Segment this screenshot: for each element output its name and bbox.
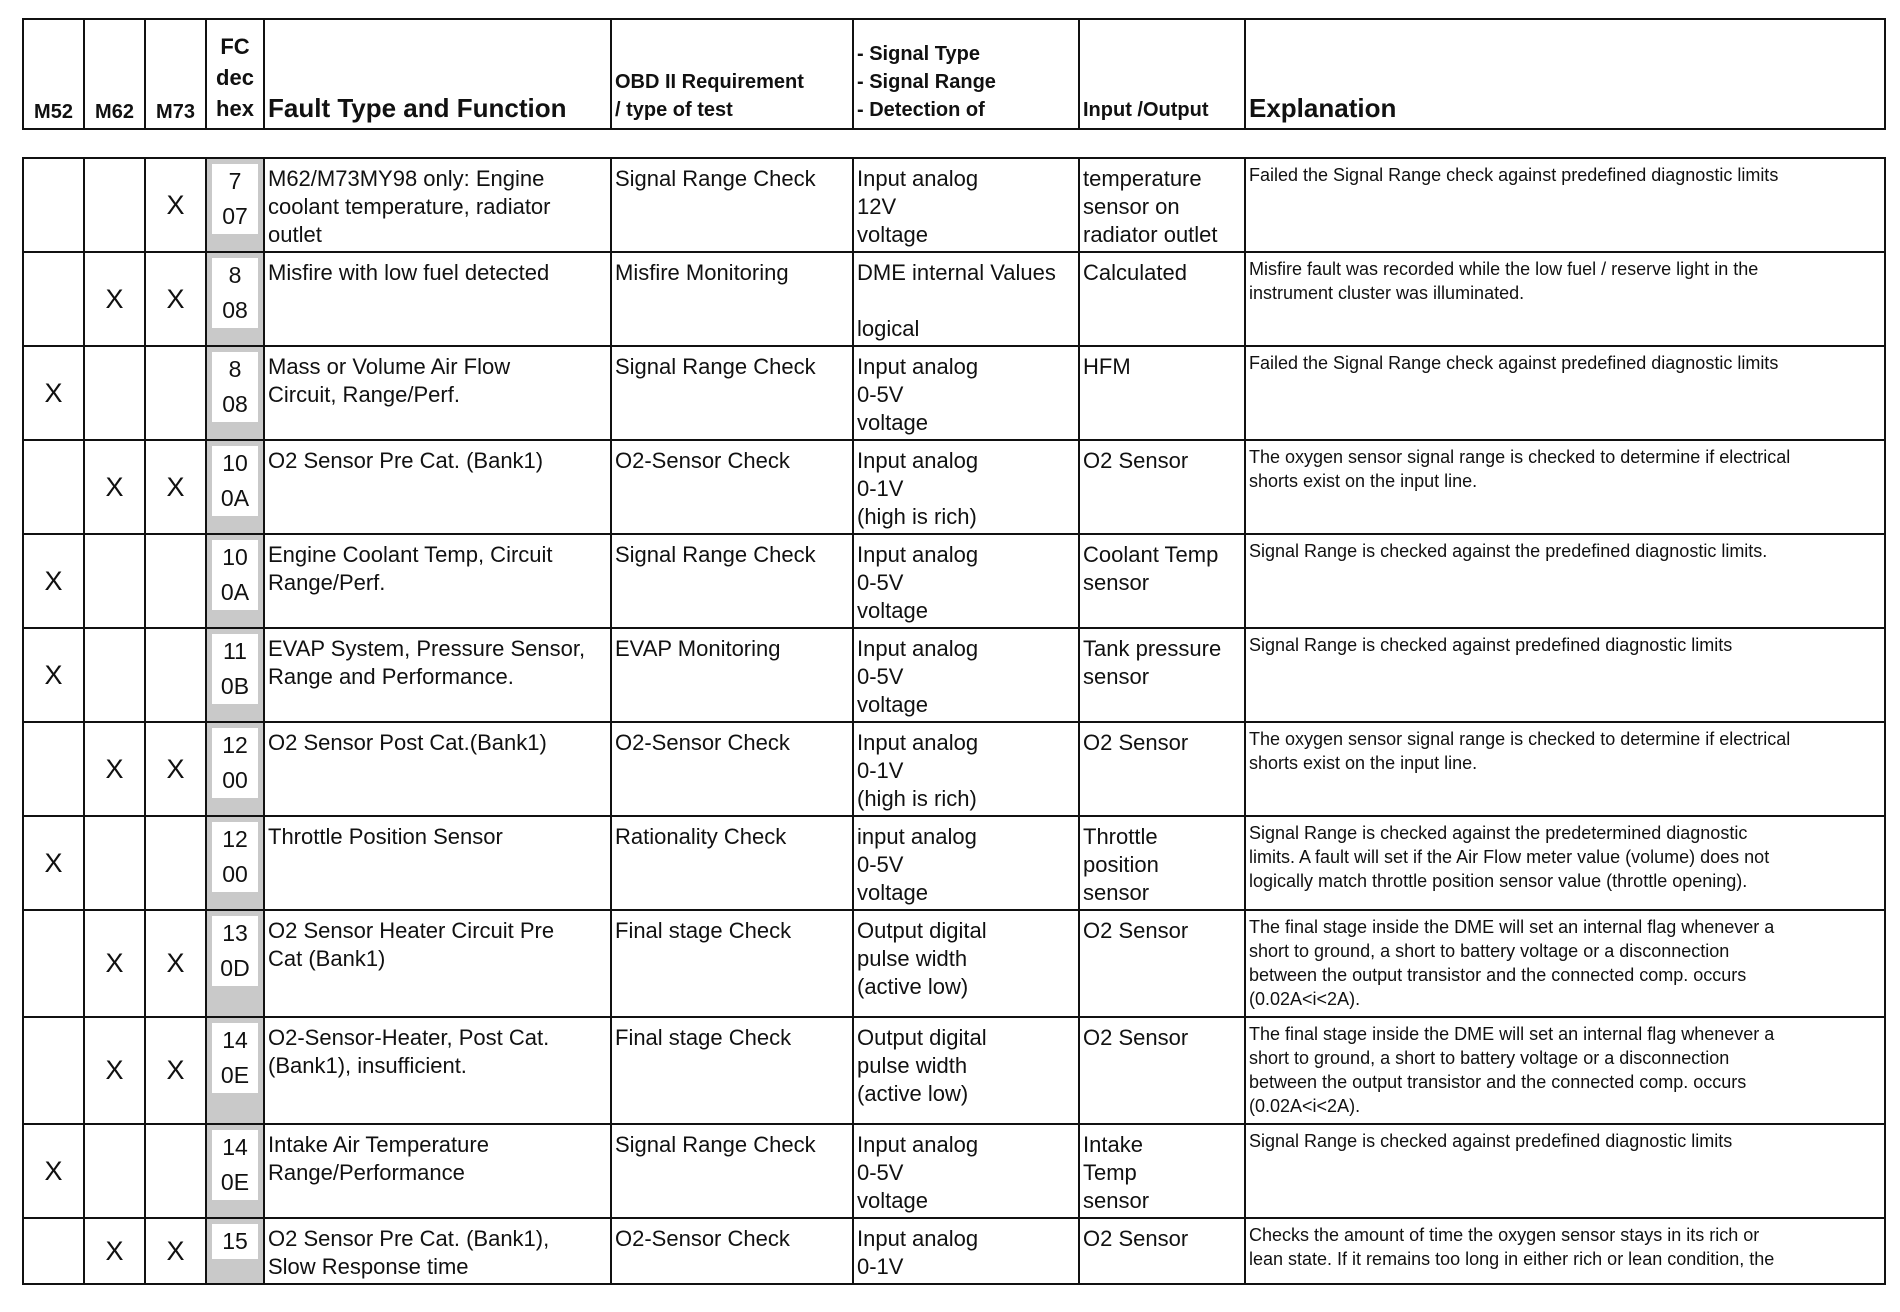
obd-requirement-cell (611, 158, 853, 252)
input-output-cell (1079, 440, 1245, 534)
fault-code-cell (206, 910, 264, 1017)
signal-type-line: 12V (857, 194, 897, 219)
m73-mark: X (145, 158, 206, 252)
fault-code-cell (206, 722, 264, 816)
fault-type-cell (264, 440, 611, 534)
fault-type-line: O2 Sensor Post Cat.(Bank1) (268, 730, 547, 755)
fault-code-line: 0B (220, 673, 250, 699)
obd-requirement-line: O2-Sensor Check (615, 1226, 790, 1251)
fc-header-line: hex (216, 96, 254, 121)
fault-code-cell (206, 534, 264, 628)
input-output-cell (1079, 722, 1245, 816)
obd-requirement-line: Rationality Check (615, 824, 787, 849)
input-output-line: HFM (1083, 354, 1131, 379)
obd-header-line: OBD II Requirement (615, 71, 804, 93)
obd-requirement-line: Signal Range Check (615, 166, 816, 191)
signal-type-line: Input analog (857, 448, 979, 473)
fault-type-line: Range/Performance (268, 1160, 465, 1185)
table-row (23, 1124, 1885, 1218)
table-row (23, 158, 1885, 252)
signal-type-line: Input analog (857, 542, 979, 567)
fault-type-line: Range and Performance. (268, 664, 514, 689)
table-row (23, 346, 1885, 440)
fault-code-line: 8 (228, 262, 242, 288)
col-header-signal (853, 19, 1079, 129)
m62-mark (84, 346, 145, 440)
fault-type-cell (264, 252, 611, 346)
fault-type-line: O2 Sensor Pre Cat. (Bank1), (268, 1226, 550, 1251)
signal-header-line: - Signal Type (857, 43, 980, 65)
signal-type-line: 0-5V (857, 382, 904, 407)
signal-type-line: Output digital (857, 918, 987, 943)
obd-requirement-line: Final stage Check (615, 918, 792, 943)
fault-type-cell (264, 722, 611, 816)
m73-mark (145, 628, 206, 722)
m73-mark (145, 534, 206, 628)
fault-code-cell (206, 440, 264, 534)
signal-type-line: (high is rich) (857, 786, 977, 811)
fault-type-line: Intake Air Temperature (268, 1132, 489, 1157)
explanation-cell: Failed the Signal Range check against predefined diagnostic limits (1245, 346, 1885, 440)
input-output-line: temperature (1083, 166, 1202, 191)
m52-mark (23, 252, 84, 346)
fault-type-line: Misfire with low fuel detected (268, 260, 550, 285)
m62-mark (84, 1124, 145, 1218)
signal-type-cell (853, 1017, 1079, 1124)
signal-header-line: - Detection of (857, 99, 985, 121)
fault-code-line: 08 (222, 391, 248, 417)
fault-type-line: Slow Response time (268, 1254, 469, 1279)
explanation-cell: The final stage inside the DME will set an internal flag whenever a short to ground, a short to battery voltage or a disconnection between the output transistor and the connected comp. occurs (0.02A<i<2A). (1245, 910, 1885, 1017)
m62-mark: X (84, 910, 145, 1017)
fault-code-line: 12 (222, 732, 248, 758)
fault-type-cell (264, 1124, 611, 1218)
fault-code (212, 728, 258, 798)
signal-type-line: voltage (857, 410, 928, 435)
input-output-cell (1079, 1124, 1245, 1218)
input-output-cell (1079, 816, 1245, 910)
m73-mark (145, 346, 206, 440)
signal-type-cell (853, 628, 1079, 722)
m52-mark: X (23, 346, 84, 440)
fault-type-line: EVAP System, Pressure Sensor, (268, 636, 586, 661)
input-output-cell (1079, 628, 1245, 722)
fault-code (212, 1130, 258, 1200)
input-output-line: Coolant Temp (1083, 542, 1219, 567)
input-output-line: radiator outlet (1083, 222, 1218, 247)
m52-mark (23, 910, 84, 1017)
col-header-m73: M73 (145, 19, 206, 129)
fault-code-cell (206, 252, 264, 346)
fault-code-line: 00 (222, 861, 248, 887)
fault-type-line: O2 Sensor Heater Circuit Pre (268, 918, 555, 943)
explanation-cell: Checks the amount of time the oxygen sensor stays in its rich or lean state. If it remains too long in either rich or lean condition, the (1245, 1218, 1885, 1284)
fault-code-line: 14 (222, 1027, 248, 1053)
signal-type-line: pulse width (857, 1053, 968, 1078)
fault-code (212, 822, 258, 892)
obd-requirement-cell (611, 910, 853, 1017)
signal-type-cell (853, 440, 1079, 534)
m73-mark: X (145, 1218, 206, 1284)
explanation-cell: Failed the Signal Range check against predefined diagnostic limits (1245, 158, 1885, 252)
m52-mark (23, 158, 84, 252)
col-header-m52: M52 (23, 19, 84, 129)
m62-mark: X (84, 722, 145, 816)
fault-code-table (22, 157, 1886, 1285)
fault-code-line: 11 (223, 638, 247, 664)
fault-code (212, 634, 258, 704)
input-output-line: O2 Sensor (1083, 1025, 1189, 1050)
obd-requirement-line: O2-Sensor Check (615, 730, 790, 755)
fault-code-cell (206, 628, 264, 722)
fault-code-cell (206, 158, 264, 252)
table-row (23, 1017, 1885, 1124)
signal-header-line: - Signal Range (857, 71, 996, 93)
fault-type-line: Circuit, Range/Perf. (268, 382, 460, 407)
obd-requirement-cell (611, 252, 853, 346)
m52-mark (23, 1218, 84, 1284)
explanation-cell: Misfire fault was recorded while the low fuel / reserve light in the instrument cluster was illuminated. (1245, 252, 1885, 346)
signal-type-line: pulse width (857, 946, 968, 971)
fault-code-line: 0A (220, 579, 250, 605)
explanation-cell: Signal Range is checked against predefined diagnostic limits (1245, 1124, 1885, 1218)
input-output-line: Temp (1083, 1160, 1137, 1185)
input-output-line: Throttle (1083, 824, 1158, 849)
fault-type-cell (264, 1017, 611, 1124)
signal-type-line: 0-1V (857, 758, 904, 783)
obd-requirement-cell (611, 628, 853, 722)
input-output-line: O2 Sensor (1083, 1226, 1189, 1251)
fault-code-line: 10 (222, 544, 248, 570)
table-row (23, 816, 1885, 910)
header-table (22, 18, 1886, 130)
m62-mark: X (84, 440, 145, 534)
signal-type-line: 0-5V (857, 570, 904, 595)
table-row (23, 440, 1885, 534)
signal-type-line: 0-1V (857, 476, 904, 501)
signal-type-line: (active low) (857, 974, 969, 999)
signal-type-line: logical (857, 316, 920, 341)
signal-type-line: Input analog (857, 1132, 979, 1157)
fault-code-line: 15 (222, 1228, 248, 1254)
fc-header-line: dec (216, 65, 254, 90)
signal-type-line: 0-5V (857, 664, 904, 689)
fault-code (212, 446, 258, 516)
fault-code (212, 540, 258, 610)
fault-code-cell (206, 1124, 264, 1218)
input-output-cell (1079, 158, 1245, 252)
fault-type-line: coolant temperature, radiator (268, 194, 551, 219)
obd-requirement-line: Signal Range Check (615, 354, 816, 379)
table-row (23, 628, 1885, 722)
explanation-cell: The final stage inside the DME will set an internal flag whenever a short to ground, a short to battery voltage or a disconnection between the output transistor and the connected comp. occurs (0.02A<i<2A). (1245, 1017, 1885, 1124)
signal-type-line: voltage (857, 598, 928, 623)
fault-code-cell (206, 346, 264, 440)
obd-requirement-cell (611, 816, 853, 910)
fault-type-line: O2 Sensor Pre Cat. (Bank1) (268, 448, 544, 473)
signal-type-cell (853, 252, 1079, 346)
fault-code-line: 08 (222, 297, 248, 323)
m52-mark (23, 1017, 84, 1124)
fault-type-cell (264, 628, 611, 722)
fault-type-cell (264, 1218, 611, 1284)
fault-code-line: 12 (222, 826, 248, 852)
m73-mark: X (145, 1017, 206, 1124)
col-header-m62: M62 (84, 19, 145, 129)
signal-type-cell (853, 534, 1079, 628)
signal-type-line: voltage (857, 692, 928, 717)
col-header-obd (611, 19, 853, 129)
input-output-line: sensor (1083, 570, 1150, 595)
signal-type-cell (853, 816, 1079, 910)
input-output-cell (1079, 252, 1245, 346)
fault-type-line: M62/M73MY98 only: Engine (268, 166, 545, 191)
m52-mark: X (23, 1124, 84, 1218)
m52-mark: X (23, 534, 84, 628)
input-output-line: sensor (1083, 664, 1150, 689)
fault-type-cell (264, 816, 611, 910)
signal-type-cell (853, 910, 1079, 1017)
fault-type-cell (264, 910, 611, 1017)
signal-type-cell (853, 1218, 1079, 1284)
fault-type-cell (264, 346, 611, 440)
signal-type-line: 0-5V (857, 852, 904, 877)
m62-mark (84, 816, 145, 910)
signal-type-line (857, 287, 1075, 315)
input-output-cell (1079, 1218, 1245, 1284)
m73-mark: X (145, 722, 206, 816)
input-output-line: O2 Sensor (1083, 730, 1189, 755)
input-output-cell (1079, 1017, 1245, 1124)
obd-header-line: / type of test (615, 99, 733, 121)
signal-type-line: voltage (857, 222, 928, 247)
table-row (23, 722, 1885, 816)
explanation-cell: Signal Range is checked against the predefined diagnostic limits. (1245, 534, 1885, 628)
obd-requirement-line: Final stage Check (615, 1025, 792, 1050)
fault-type-line: Mass or Volume Air Flow (268, 354, 511, 379)
input-output-line: Calculated (1083, 260, 1187, 285)
m73-mark: X (145, 910, 206, 1017)
signal-type-line: 0-5V (857, 1160, 904, 1185)
fault-code-cell (206, 816, 264, 910)
signal-type-cell (853, 1124, 1079, 1218)
signal-type-line: Input analog (857, 636, 979, 661)
input-output-cell (1079, 346, 1245, 440)
signal-type-line: voltage (857, 880, 928, 905)
input-output-line: position (1083, 852, 1159, 877)
fault-code-cell (206, 1218, 264, 1284)
input-output-cell (1079, 534, 1245, 628)
obd-requirement-cell (611, 1017, 853, 1124)
fault-type-cell (264, 534, 611, 628)
input-output-cell (1079, 910, 1245, 1017)
fault-code-line: 10 (222, 450, 248, 476)
fault-code (212, 164, 258, 234)
signal-type-line: Input analog (857, 354, 979, 379)
m52-mark (23, 440, 84, 534)
m73-mark (145, 1124, 206, 1218)
input-output-line: O2 Sensor (1083, 448, 1189, 473)
table-row (23, 534, 1885, 628)
signal-type-cell (853, 158, 1079, 252)
m73-mark (145, 816, 206, 910)
signal-type-cell (853, 346, 1079, 440)
fault-code-line: 7 (228, 168, 242, 194)
fault-code-line: 00 (222, 767, 248, 793)
m52-mark: X (23, 816, 84, 910)
fault-code-line: 0A (220, 485, 250, 511)
m52-mark (23, 722, 84, 816)
input-output-line: sensor on (1083, 194, 1180, 219)
signal-type-cell (853, 722, 1079, 816)
obd-requirement-cell (611, 1218, 853, 1284)
fault-code-line: 8 (228, 356, 242, 382)
fault-type-cell (264, 158, 611, 252)
explanation-cell: Signal Range is checked against the predetermined diagnostic limits. A fault will set if the Air Flow meter value (volume) does not logically match throttle position sensor value (throttle opening). (1245, 816, 1885, 910)
table-row (23, 910, 1885, 1017)
obd-requirement-cell (611, 346, 853, 440)
fault-code (212, 258, 258, 328)
obd-requirement-line: Signal Range Check (615, 542, 816, 567)
explanation-cell: The oxygen sensor signal range is checked to determine if electrical shorts exist on the input line. (1245, 440, 1885, 534)
obd-requirement-line: Misfire Monitoring (615, 260, 789, 285)
fault-code (212, 352, 258, 422)
fault-code-line: 0E (220, 1169, 250, 1195)
input-output-line: Intake (1083, 1132, 1143, 1157)
m62-mark (84, 534, 145, 628)
obd-requirement-line: O2-Sensor Check (615, 448, 790, 473)
m52-mark: X (23, 628, 84, 722)
explanation-cell: Signal Range is checked against predefined diagnostic limits (1245, 628, 1885, 722)
obd-requirement-cell (611, 1124, 853, 1218)
input-output-line: sensor (1083, 1188, 1150, 1213)
signal-type-line: 0-1V (857, 1254, 904, 1279)
obd-requirement-line: Signal Range Check (615, 1132, 816, 1157)
m73-mark: X (145, 252, 206, 346)
m62-mark (84, 158, 145, 252)
fault-code-cell (206, 1017, 264, 1124)
fault-type-line: Cat (Bank1) (268, 946, 386, 971)
obd-requirement-line: EVAP Monitoring (615, 636, 781, 661)
obd-requirement-cell (611, 722, 853, 816)
fault-type-line: Engine Coolant Temp, Circuit (268, 542, 553, 567)
fault-code (212, 916, 258, 986)
fault-type-line: Throttle Position Sensor (268, 824, 503, 849)
signal-type-line: input analog (857, 824, 977, 849)
fault-code (212, 1224, 258, 1259)
m62-mark: X (84, 1017, 145, 1124)
signal-type-line: voltage (857, 1188, 928, 1213)
m62-mark: X (84, 252, 145, 346)
fault-code-line: 0E (220, 1062, 250, 1088)
signal-type-line: DME internal Values (857, 260, 1056, 285)
obd-requirement-cell (611, 534, 853, 628)
col-header-io: Input /Output (1079, 19, 1245, 129)
fault-code (212, 1023, 258, 1093)
input-output-line: O2 Sensor (1083, 918, 1189, 943)
fault-code-line: 0D (220, 955, 250, 981)
table-row (23, 252, 1885, 346)
fault-type-line: outlet (268, 222, 322, 247)
m62-mark (84, 628, 145, 722)
table-row (23, 1218, 1885, 1284)
signal-type-line: Input analog (857, 730, 979, 755)
fault-code-line: 07 (222, 203, 248, 229)
col-header-fc (206, 19, 264, 129)
signal-type-line: Input analog (857, 166, 979, 191)
fault-type-line: Range/Perf. (268, 570, 386, 595)
fc-header-line: FC (220, 34, 250, 59)
fault-type-line: O2-Sensor-Heater, Post Cat. (268, 1025, 550, 1050)
m62-mark: X (84, 1218, 145, 1284)
signal-type-line: Input analog (857, 1226, 979, 1251)
signal-type-line: Output digital (857, 1025, 987, 1050)
fault-type-line: (Bank1), insufficient. (268, 1053, 467, 1078)
m73-mark: X (145, 440, 206, 534)
fault-code-line: 13 (222, 920, 248, 946)
explanation-cell: The oxygen sensor signal range is checked to determine if electrical shorts exist on the input line. (1245, 722, 1885, 816)
col-header-explanation: Explanation (1245, 19, 1885, 129)
input-output-line: sensor (1083, 880, 1150, 905)
obd-requirement-cell (611, 440, 853, 534)
input-output-line: Tank pressure (1083, 636, 1222, 661)
signal-type-line: (high is rich) (857, 504, 977, 529)
signal-type-line: (active low) (857, 1081, 969, 1106)
fault-code-line: 14 (222, 1134, 248, 1160)
col-header-fault: Fault Type and Function (264, 19, 611, 129)
